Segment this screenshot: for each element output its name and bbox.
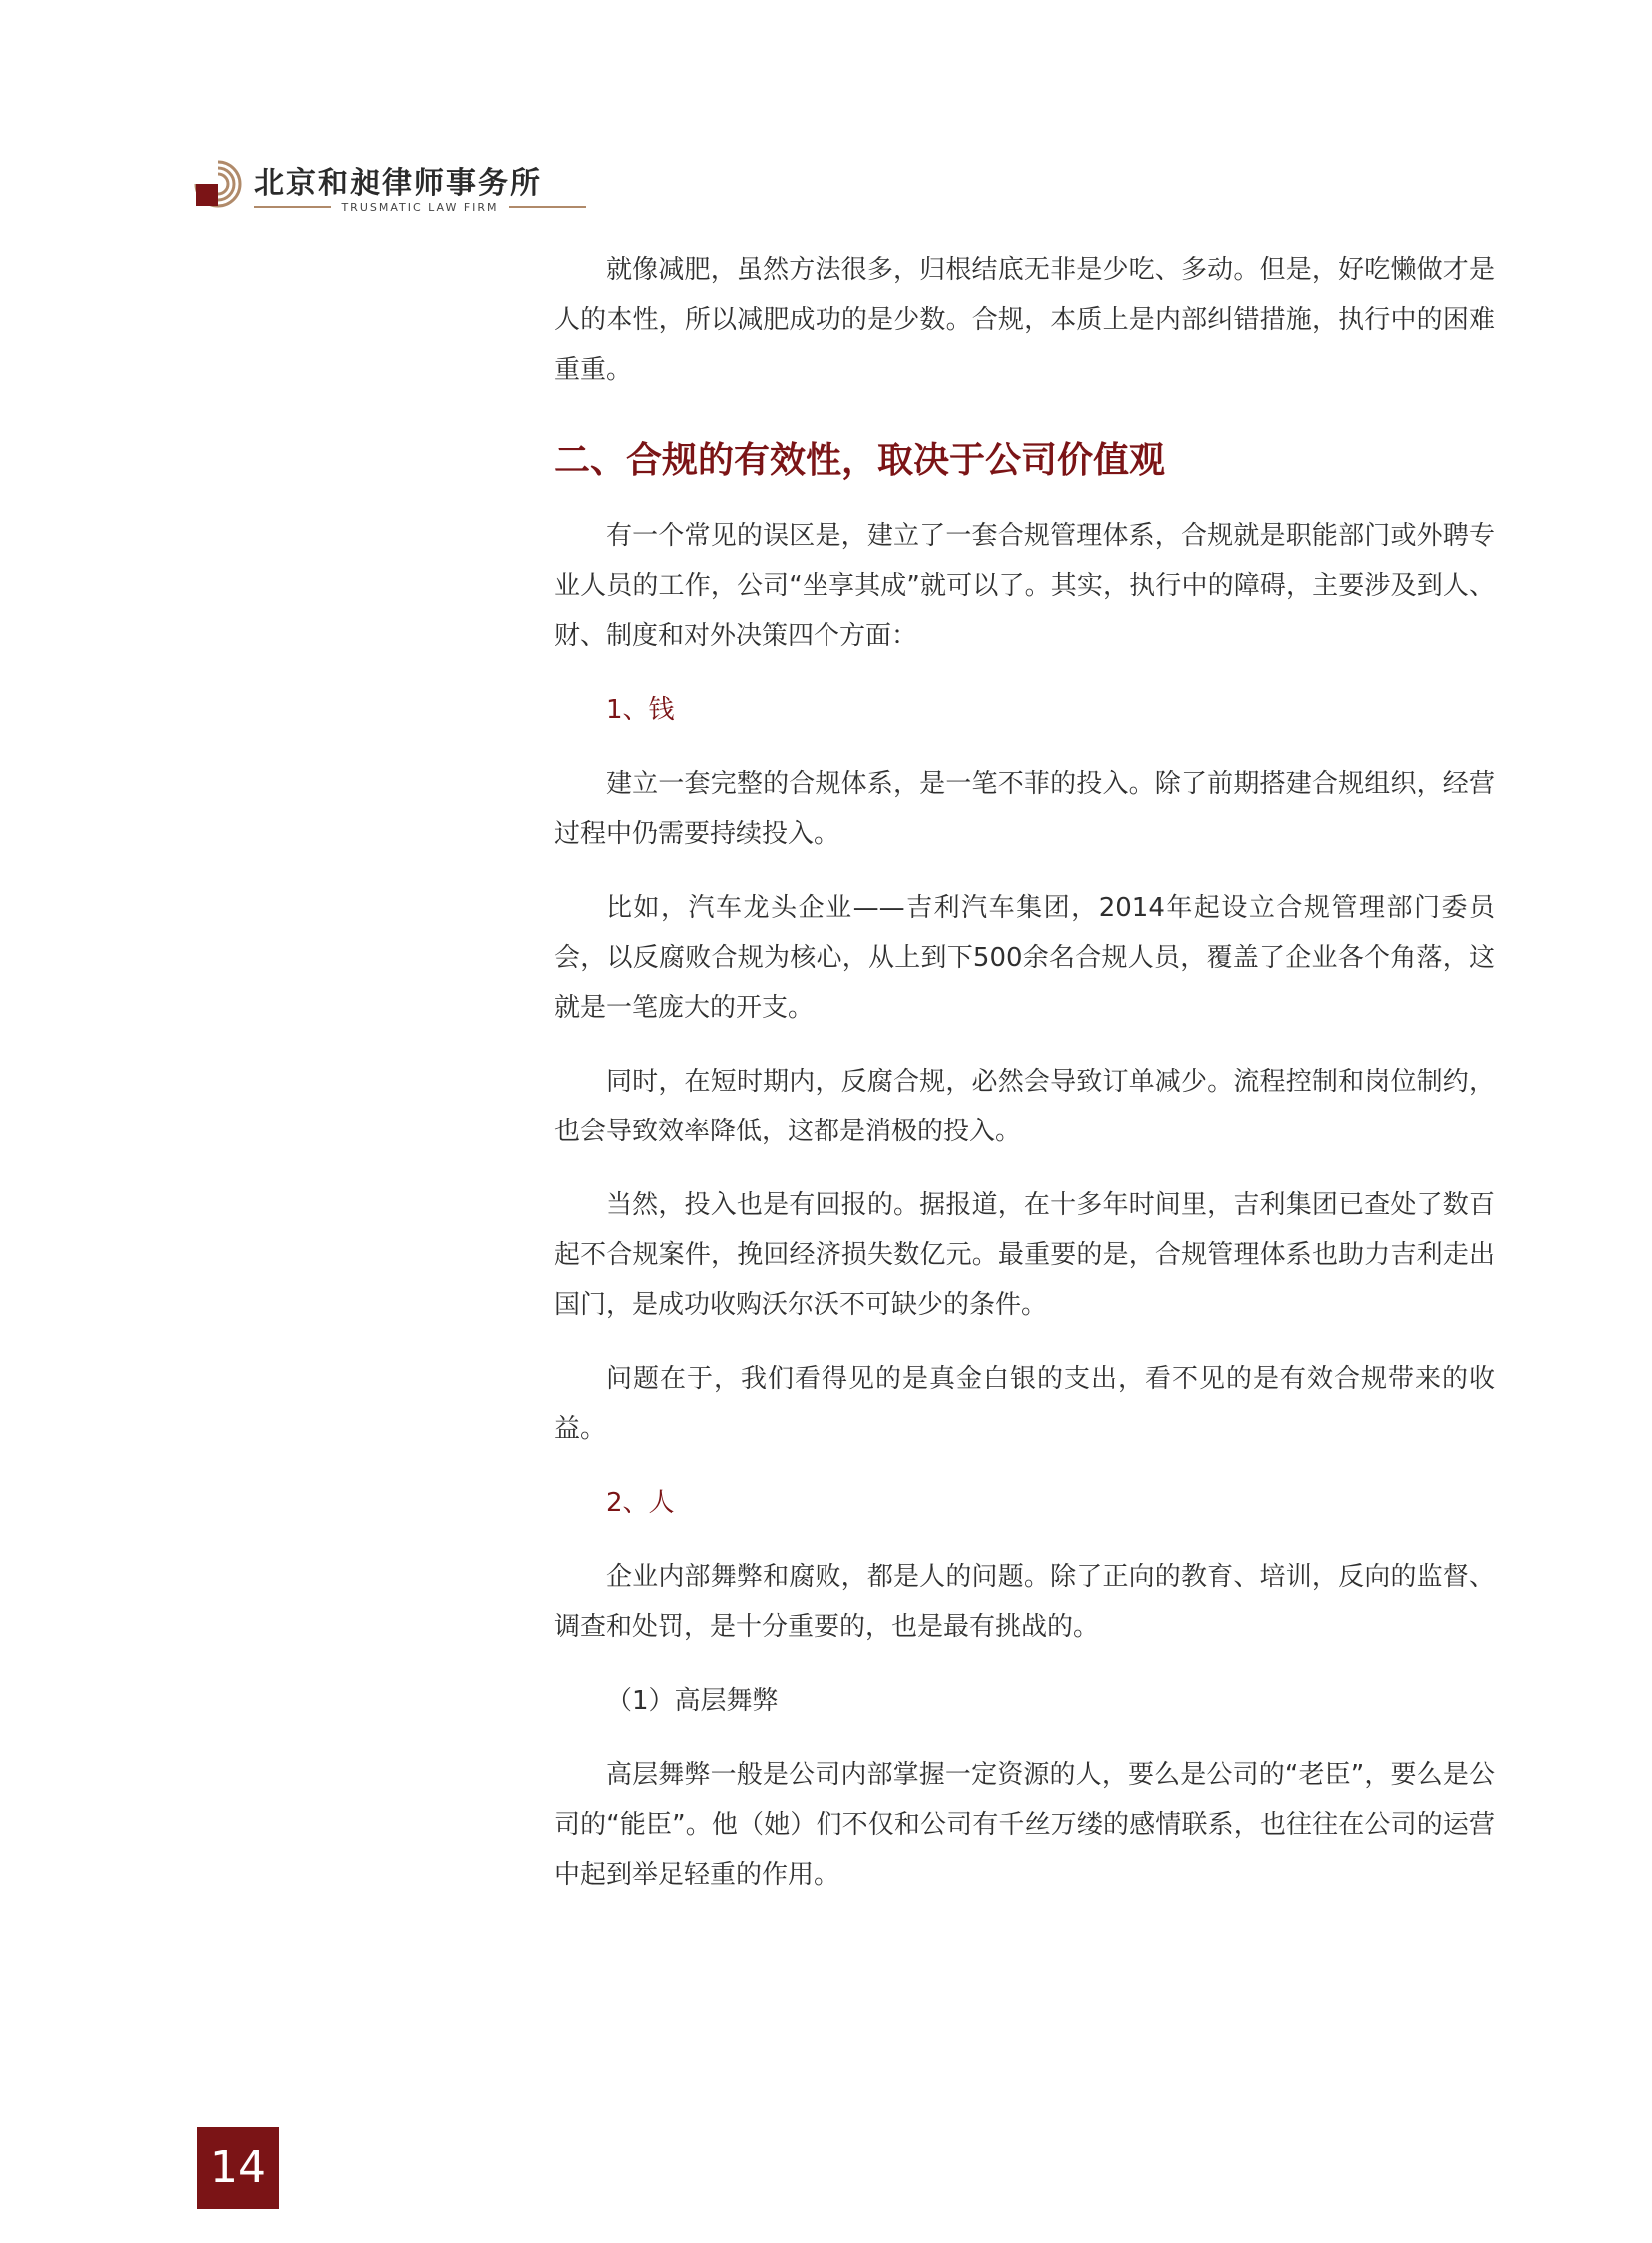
- paragraph: 有一个常见的误区是，建立了一套合规管理体系，合规就是职能部门或外聘专业人员的工作，公司“坐享其成”就可以了。其实，执行中的障碍，主要涉及到人、财、制度和对外决策四个方面：: [554, 521, 1495, 651]
- firm-name: 北京和昶律师事务所: [254, 166, 542, 201]
- paragraph: 高层舞弊一般是公司内部掌握一定资源的人，要么是公司的“老臣”，要么是公司的“能臣”。他（她）们不仅和公司有千丝万缕的感情联系，也往往在公司的运营中起到举足轻重的作用。: [554, 1760, 1495, 1890]
- firm-name-en: TRUSMATIC LAW FIRM: [341, 200, 499, 214]
- paragraph: 就像减肥，虽然方法很多，归根结底无非是少吃、多动。但是，好吃懒做才是人的本性，所以减肥成功的是少数。合规，本质上是内部纠错措施，执行中的困难重重。: [554, 255, 1495, 385]
- article-body: [554, 245, 1495, 1924]
- page-number: 14: [197, 2127, 279, 2209]
- page-header: [192, 150, 592, 220]
- divider: [254, 206, 331, 208]
- paragraph: 比如，汽车龙头企业——吉利汽车集团，2014年起设立合规管理部门委员会，以反腐败合规为核心，从上到下500余名合规人员，覆盖了企业各个角落，这就是一笔庞大的开支。: [554, 893, 1495, 1023]
- sub-heading: 1、钱: [606, 695, 675, 725]
- sub-heading: 2、人: [606, 1488, 675, 1518]
- divider: [509, 206, 586, 208]
- law-firm-logo-icon: [192, 158, 244, 210]
- paragraph: 当然，投入也是有回报的。据报道，在十多年时间里，吉利集团已查处了数百起不合规案件，挽回经济损失数亿元。最重要的是，合规管理体系也助力吉利走出国门，是成功收购沃尔沃不可缺少的条件。: [554, 1190, 1495, 1320]
- sub-sub-heading: （1）高层舞弊: [606, 1686, 779, 1716]
- paragraph: 建立一套完整的合规体系，是一笔不菲的投入。除了前期搭建合规组织，经营过程中仍需要持续投入。: [554, 769, 1495, 849]
- paragraph: 问题在于，我们看得见的是真金白银的支出，看不见的是有效合规带来的收益。: [554, 1364, 1495, 1444]
- paragraph: 企业内部舞弊和腐败，都是人的问题。除了正向的教育、培训，反向的监督、调查和处罚，是十分重要的，也是最有挑战的。: [554, 1562, 1495, 1642]
- paragraph: 同时，在短时期内，反腐合规，必然会导致订单减少。流程控制和岗位制约，也会导致效率降低，这都是消极的投入。: [554, 1067, 1495, 1146]
- section-heading: 二、合规的有效性，取决于公司价值观: [554, 440, 1166, 481]
- firm-name-en-row: [254, 200, 586, 214]
